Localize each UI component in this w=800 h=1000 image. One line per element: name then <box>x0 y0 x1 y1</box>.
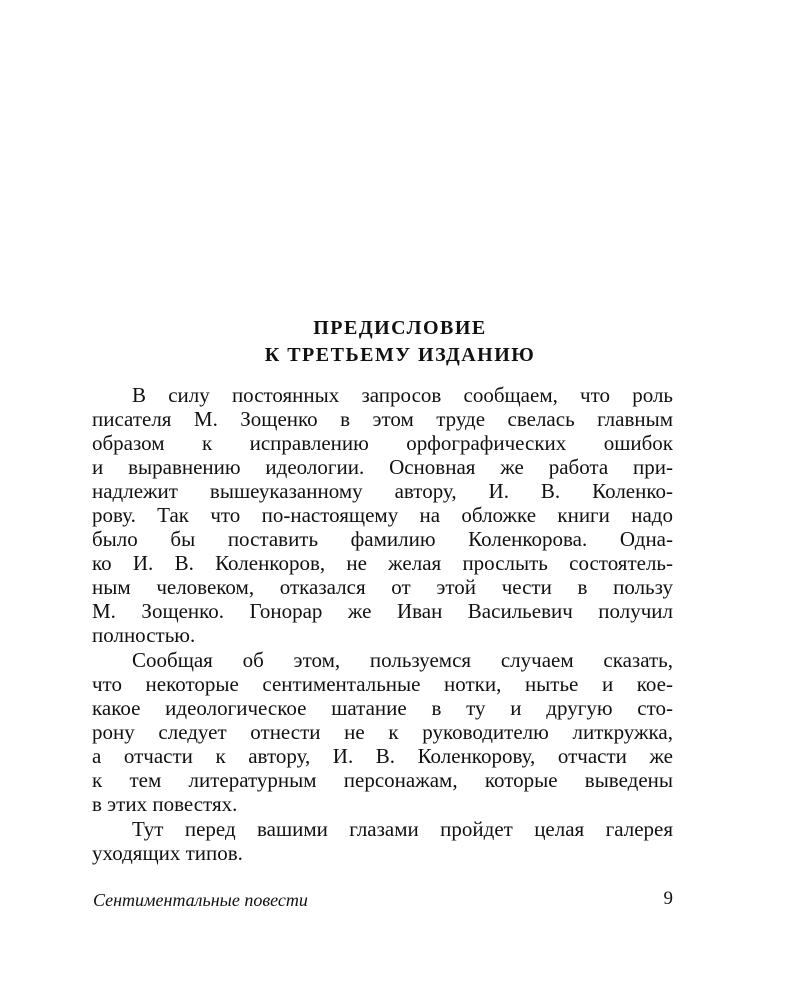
text-line: было бы поставить фамилию Коленкорова. Одна- <box>92 527 673 551</box>
text-line: какое идеологическое шатание в ту и другую сто- <box>92 696 673 720</box>
text-line: Сообщая об этом, пользуемся случаем сказать, <box>132 648 673 672</box>
text-line: что некоторые сентиментальные нотки, нытье и кое- <box>92 672 673 696</box>
text-line: Тут перед вашими глазами пройдет целая галерея <box>132 817 673 841</box>
chapter-subtitle: К ТРЕТЬЕМУ ИЗДАНИЮ <box>264 344 536 366</box>
text-line: ко И. В. Коленкоров, не желая прослыть состоятель- <box>92 551 673 575</box>
chapter-title: ПРЕДИСЛОВИЕ <box>313 317 487 339</box>
text-line: уходящих типов. <box>92 841 243 865</box>
text-line: писателя М. Зощенко в этом труде свелась главным <box>92 407 673 431</box>
text-line: рону следует отнести не к руководителю литкружка, <box>92 720 673 744</box>
text-line: а отчасти к автору, И. В. Коленкорову, отчасти же <box>92 744 673 768</box>
text-line: к тем литературным персонажам, которые выведены <box>92 768 673 792</box>
text-line: полностью. <box>92 623 196 647</box>
text-line: ным человеком, отказался от этой чести в пользу <box>92 575 673 599</box>
running-footer-title: Сентиментальные повести <box>93 890 308 910</box>
text-line: М. Зощенко. Гонорар же Иван Васильевич получил <box>92 599 673 623</box>
text-line: и выравнению идеологии. Основная же работа при- <box>92 455 673 479</box>
text-line: В силу постоянных запросов сообщаем, что роль <box>132 383 673 407</box>
text-line: рову. Так что по-настоящему на обложке книги надо <box>92 503 673 527</box>
text-line: в этих повестях. <box>92 792 238 816</box>
text-line: образом к исправлению орфографических ошибок <box>92 431 673 455</box>
text-line: надлежит вышеуказанному автору, И. В. Коленко- <box>92 479 673 503</box>
page-number: 9 <box>663 888 673 909</box>
